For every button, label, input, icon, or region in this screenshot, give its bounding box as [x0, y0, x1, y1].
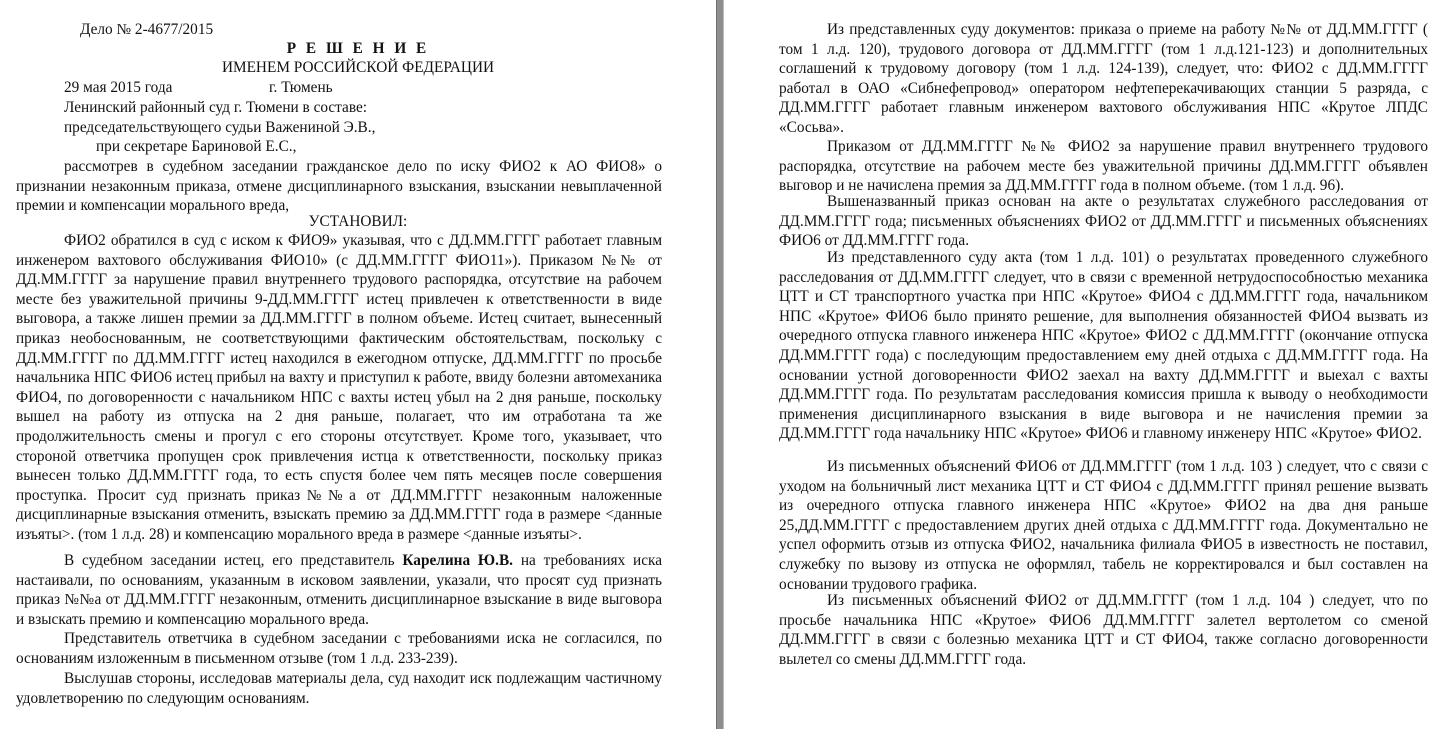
- paragraph-explanation-fio2: Из письменных объяснений ФИО2 от ДД.ММ.ГГГГ (том 1 л.д. 104 ) следует, что по просьбе начальника НПС «Крутое» ФИО6 ДД.ММ.ГГГГ залетел вертолетом со сменой ДД.ММ.ГГГГ в связи с болезнью механика ЦТТ и СТ ФИО4, также согласно договоренности вылетел со смены ДД.ММ.ГГГГ года.: [779, 592, 1428, 668]
- page-divider: [716, 0, 724, 729]
- established-heading: УСТАНОВИЛ:: [308, 213, 408, 230]
- court-line: Ленинский районный суд г. Тюмени в составе:: [64, 99, 368, 116]
- right-page: [724, 0, 1445, 729]
- paragraph-basis: Вышеназванный приказ основан на акте о результатах служебного расследования от ДД.ММ.ГГГГ года; письменных объяснениях ФИО2 от ДД.ММ.ГГГГ и письменных объяснениях ФИО6 от ДД.ММ.ГГГГ года.: [779, 193, 1428, 250]
- paragraph-hearing: [16, 551, 662, 629]
- paragraph-order: Приказом от ДД.ММ.ГГГГ №№ ФИО2 за нарушение правил внутреннего трудового распорядка, отсутствие на рабочем месте без уважительной причины ДД.ММ.ГГГГ объявлен выговор и не начислена премия за ДД.ММ.ГГГГ года в полном объеме. (том 1 л.д. 96).: [779, 138, 1428, 195]
- paragraph-employment: Из представленных суду документов: приказа о приеме на работу №№ от ДД.ММ.ГГГГ ( том 1 л.д. 120), трудового договора от ДД.ММ.ГГГГ (том 1 л.д.121-123) и дополнительных соглашений к трудовому договору (том 1 л.д. 124-139), следует, что: ФИО2 с ДД.ММ.ГГГГ работал в ОАО «Сибнефепровод» оператором нефтеперекачивающих станции 5 разряда, с ДД.ММ.ГГГГ работает главным инженером вахтового обслуживания НПС «Крутое ЛПДС «Сосьва».: [779, 21, 1428, 136]
- document-date: 29 мая 2015 года: [64, 79, 173, 96]
- hearing-text-start: В судебном заседании истец, его представитель: [64, 552, 395, 569]
- left-page: [0, 0, 716, 729]
- hearing-text-end: на требованиях иска настаивали, по основаниям, указанным в исковом заявлении, указали, что просят суд признать приказ №№а от ДД.ММ.ГГГГ незаконным, отменить дисциплинарное взыскание в виде выговора и взыскать премию и компенсацию морального вреда.: [16, 552, 663, 628]
- document-subtitle: ИМЕНЕМ РОССИЙСКОЙ ФЕДЕРАЦИИ: [221, 59, 495, 76]
- document-city: г. Тюмень: [269, 79, 333, 96]
- case-number: Дело № 2-4677/2015: [80, 21, 214, 38]
- paragraph-defendant: Представитель ответчика в судебном заседании с требованиями иска не согласился, по основаниям изложенным в письменном отзыве (том 1 л.д. 233-239).: [16, 630, 662, 667]
- paragraph-claim: ФИО2 обратился в суд с иском к ФИО9» указывая, что с ДД.ММ.ГГГГ работает главным инженером вахтового обслуживания ФИО10» (с ДД.ММ.ГГГГ ФИО11»). Приказом №№ от ДД.ММ.ГГГГ за нарушение правил внутреннего трудового распорядка, отсутствие на рабочем месте без уважительной причины 9-ДД.ММ.ГГГГ истец привлечен к ответственности в виде выговора, а также лишен премии за ДД.ММ.ГГГГ в полном объеме. Истец считает, вынесенный приказ необоснованным, не соответствующими фактическим обстоятельствам, поскольку с ДД.ММ.ГГГГ по ДД.ММ.ГГГГ истец находился в ежегодном отпуске, ДД.ММ.ГГГГ по просьбе начальника НПС ФИО6 истец прибыл на вахту и приступил к работе, ввиду болезни автомеханика ФИО4, по договоренности с начальником НПС с вахты истец убыл на 2 дня раньше, поскольку вышел на работу из отпуска на 2 дня раньше, полагает, что им отработана та же продолжительность смены и прогул с его стороны отсутствует. Кроме того, указывает, что стороной ответчика пропущен срок привлечения истца к ответственности, поскольку приказ вынесен только ДД.ММ.ГГГГ года, то есть спустя более чем пять месяцев после совершения проступка. Просит суд признать приказ№№а от ДД.ММ.ГГГГ незаконным наложенные дисциплинарные взыскания отменить, взыскать премию за ДД.ММ.ГГГГ года в размере <данные изъяты>. (том 1 л.д. 28) и компенсацию морального вреда в размере <данные изъяты>.: [16, 232, 662, 543]
- document-title: Р Е Ш Е Н И Е: [286, 40, 430, 57]
- secretary-line: при секретаре Бариновой Е.С.,: [96, 138, 297, 155]
- paragraph-explanation-fio6: Из письменных объяснений ФИО6 от ДД.ММ.ГГГГ (том 1 л.д. 103 ) следует, что с связи с уходом на больничный лист механика ЦТТ и СТ ФИО4 с ДД.ММ.ГГГГ принял решение вызвать из очередного отпуска главного инженера НПС «Крутое» ФИО2 на два дня раньше 25,ДД.ММ.ГГГГ с предоставлением других дней отдыха с ДД.ММ.ГГГГ года. Документально не успел оформить отзыв из отпуска ФИО2, начальника филиала ФИО5 в известность не поставил, служебку по вызову из отпуска не оформлял, табель не корректировался и был составлен на основании трудового графика.: [779, 458, 1428, 593]
- judge-line: председательствующего судьи Важениной Э.В.,: [64, 119, 376, 136]
- paragraph-conclusion: Выслушав стороны, исследовав материалы дела, суд находит иск подлежащим частичному удовлетворению по следующим основаниям.: [16, 670, 662, 707]
- representative-name: Карелина Ю.В.: [402, 552, 514, 569]
- intro-paragraph: рассмотрев в судебном заседании гражданское дело по иску ФИО2 к АО ФИО8» о признании незаконным приказа, отмене дисциплинарного взыскания, взыскании невыплаченной премии и компенсации морального вреда,: [16, 158, 662, 215]
- paragraph-investigation: Из представленного суду акта (том 1 л.д. 101) о результатах проведенного служебного расследования от ДД.ММ.ГГГГ следует, что в связи с временной нетрудоспособностью механика ЦТТ и СТ транспортного участка при НПС «Крутое» ФИО4 с ДД.ММ.ГГГГ года, начальником НПС «Крутое» ФИО6 было принято решение, для выполнения обязанностей ФИО4 вызвать из очередного отпуска главного инженера НПС «Крутое» ФИО2 с ДД.ММ.ГГГГ (окончание отпуска ДД.ММ.ГГГГ года) с последующим предоставлением ему дней отдыха с ДД.ММ.ГГГГ года. На основании устной договоренности ФИО2 заехал на вахту ДД.ММ.ГГГГ и выехал с вахты ДД.ММ.ГГГГ года. По результатам расследования комиссия пришла к выводу о необходимости применения дисциплинарного взыскания в виде выговора и не начисления премии за ДД.ММ.ГГГГ года начальнику НПС «Крутое» ФИО6 и главному инженеру НПС «Крутое» ФИО2.: [779, 249, 1428, 443]
